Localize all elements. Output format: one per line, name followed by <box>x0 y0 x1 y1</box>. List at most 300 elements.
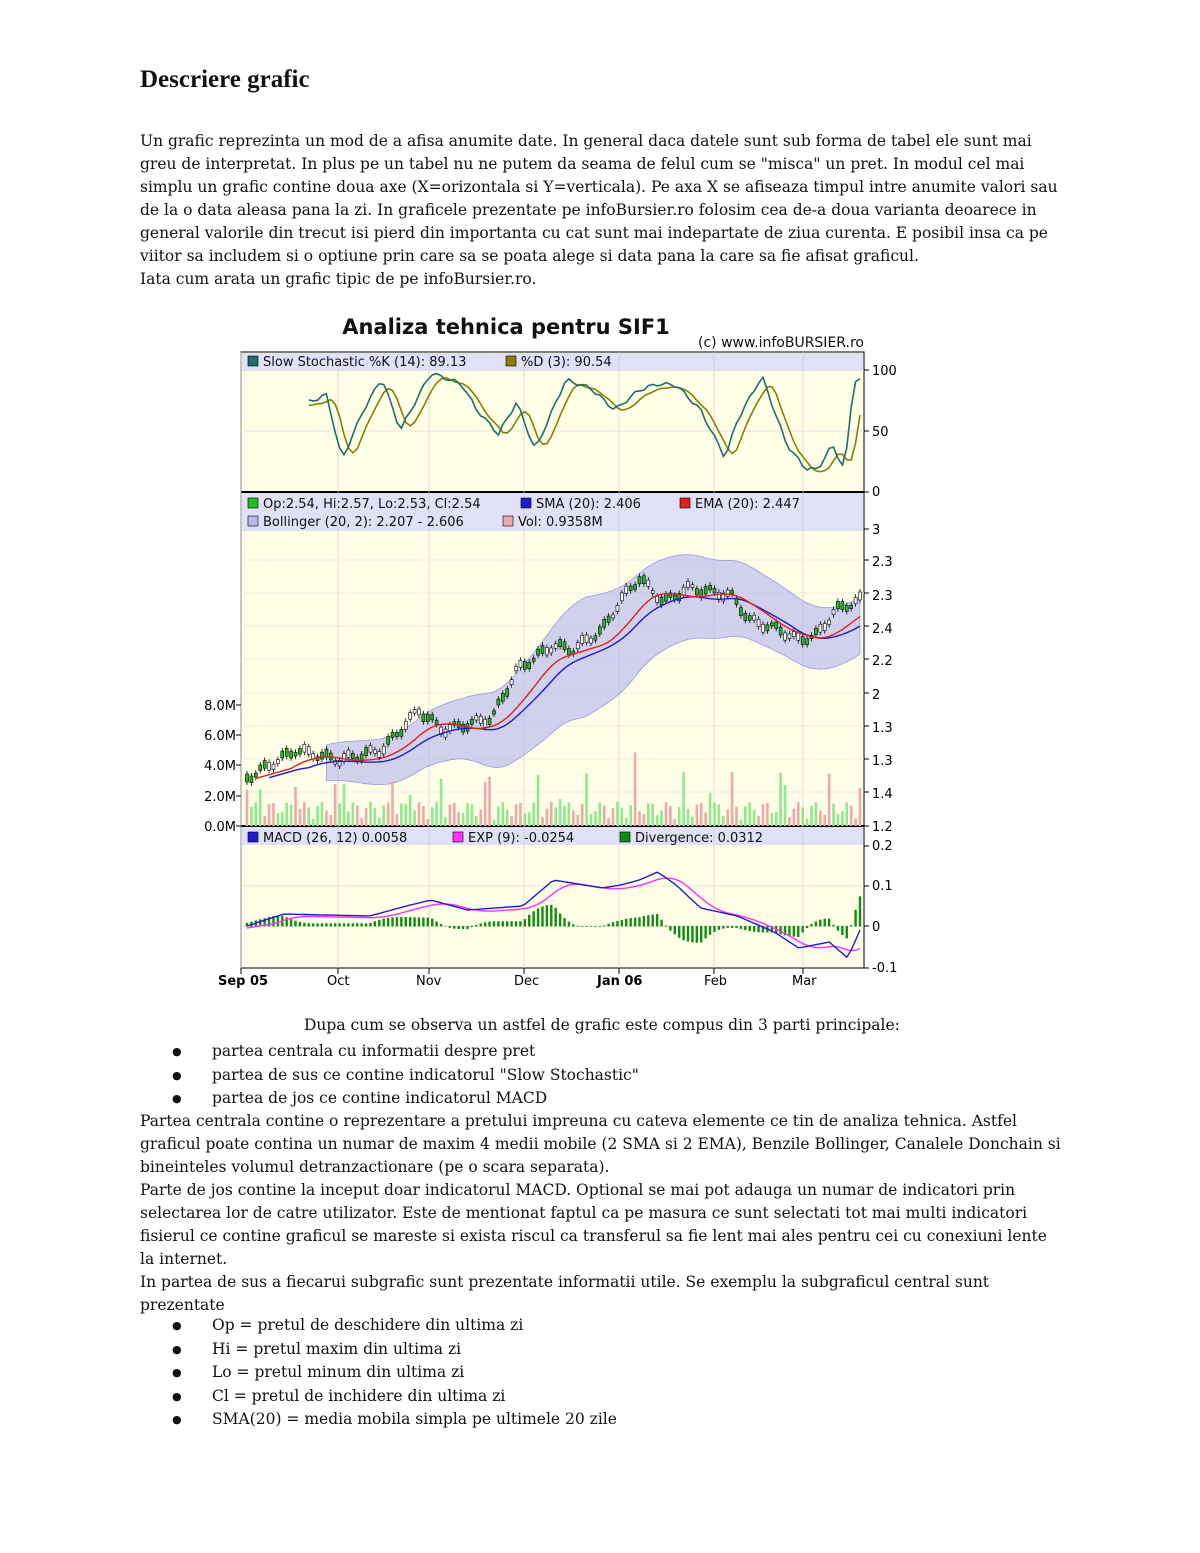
candle-body <box>603 619 606 627</box>
divergence-bar <box>643 916 645 926</box>
divergence-bar <box>749 926 751 931</box>
divergence-bar <box>365 923 367 926</box>
volume-bar <box>788 817 791 826</box>
volume-bar <box>634 752 637 826</box>
candle-body <box>779 627 782 635</box>
candle-body <box>537 649 540 655</box>
divergence-bar <box>691 926 693 942</box>
chart-parts-list <box>172 1040 639 1111</box>
divergence-bar <box>400 917 402 926</box>
volume-bar <box>316 806 319 826</box>
volume-bar <box>281 812 284 826</box>
divergence-bar <box>303 923 305 927</box>
volume-bar <box>832 803 835 826</box>
divergence-bar <box>726 926 728 928</box>
x-label: Mar <box>792 974 817 989</box>
divergence-bar <box>634 918 636 927</box>
volume-tick: 8.0M <box>204 699 236 714</box>
volume-bar <box>277 813 280 826</box>
volume-bar <box>718 804 721 826</box>
divergence-bar <box>621 920 623 927</box>
divergence-bar <box>440 924 442 927</box>
exp-swatch <box>453 832 463 842</box>
candle-body <box>294 752 297 756</box>
divergence-bar <box>374 921 376 926</box>
macd-panel <box>241 826 864 968</box>
volume-bar <box>475 816 478 826</box>
volume-bar <box>329 815 332 826</box>
candle-body <box>695 589 698 595</box>
divergence-bar <box>431 919 433 927</box>
divergence-bar <box>815 921 817 926</box>
volume-bar <box>365 808 368 826</box>
divergence-bar <box>713 926 715 932</box>
divergence-bar <box>652 915 654 927</box>
candle-body <box>660 597 663 605</box>
definitions-list <box>172 1314 617 1432</box>
volume-bar <box>673 819 676 826</box>
volume-bar <box>704 812 707 826</box>
candle-body <box>263 761 266 769</box>
divergence-bar <box>797 926 799 937</box>
divergence-bar <box>788 926 790 936</box>
divergence-bar <box>453 926 455 929</box>
volume-bar <box>457 812 460 826</box>
volume-bar <box>837 814 840 826</box>
candle-body <box>563 642 566 650</box>
volume-bar <box>387 802 390 826</box>
divergence-bar <box>290 919 292 926</box>
divergence-bar <box>660 920 662 927</box>
divergence-bar <box>625 919 627 927</box>
volume-bar <box>369 802 372 826</box>
candle-body <box>554 644 557 649</box>
candle-body <box>629 586 632 591</box>
candle-body <box>757 619 760 626</box>
candle-body <box>470 719 473 724</box>
volume-bar <box>497 807 500 826</box>
volume-bar <box>263 816 266 826</box>
volume-bar <box>806 819 809 826</box>
volume-bar <box>810 806 813 826</box>
volume-bar <box>294 787 297 826</box>
volume-bar <box>255 802 258 826</box>
volume-bar <box>356 805 359 826</box>
divergence-bar <box>687 926 689 941</box>
volume-bar <box>647 803 650 826</box>
divergence-bar <box>607 924 609 927</box>
volume-bar <box>722 816 725 826</box>
candle-body <box>814 628 817 634</box>
divergence-bar <box>585 926 587 927</box>
candle-body <box>475 716 478 720</box>
candle-body <box>581 635 584 643</box>
divergence-bar <box>524 919 526 926</box>
chart-title: Analiza tehnica pentru SIF1 <box>342 315 670 339</box>
macd-tick: 0.1 <box>872 879 893 894</box>
price-tick: 1.3 <box>872 754 893 769</box>
price-tick: 2.4 <box>872 622 893 637</box>
candle-body <box>519 660 522 667</box>
candle-body <box>770 623 773 626</box>
candle-body <box>395 732 398 736</box>
volume-bar <box>312 819 315 826</box>
candle-body <box>382 746 385 754</box>
divergence-bar <box>678 926 680 938</box>
divergence-bar <box>352 923 354 926</box>
divergence-bar <box>506 921 508 926</box>
divergence-bar <box>488 922 490 927</box>
volume-bar <box>325 810 328 826</box>
divergence-bar <box>850 925 852 926</box>
divergence-bar <box>599 926 601 927</box>
volume-bar <box>493 820 496 826</box>
volume-bar <box>854 818 857 826</box>
volume-bar <box>678 807 681 826</box>
candle-body <box>290 751 293 758</box>
divergence-bar <box>806 926 808 928</box>
volume-bar <box>537 775 540 826</box>
divergence-bar <box>740 926 742 929</box>
volume-bar <box>779 773 782 826</box>
list-item: ● Op = pretul de deschidere din ultima zi <box>172 1314 617 1338</box>
volume-bar <box>440 779 443 826</box>
divergence-bar <box>519 921 521 926</box>
candle-body <box>625 586 628 593</box>
volume-bar <box>616 802 619 826</box>
divergence-bar <box>753 926 755 932</box>
exp-legend: EXP (9): -0.0254 <box>468 831 575 846</box>
volume-bar <box>303 802 306 826</box>
x-label: Nov <box>416 974 442 989</box>
chart-svg <box>196 310 908 996</box>
volume-bar <box>669 806 672 826</box>
macd-tick: 0 <box>872 920 881 935</box>
divergence-bar <box>731 926 733 928</box>
divergence-bar <box>321 923 323 926</box>
volume-bar <box>735 807 738 826</box>
volume-bar <box>621 808 624 826</box>
volume-bar <box>744 806 747 826</box>
divergence-bar <box>396 917 398 926</box>
candle-body <box>479 716 482 723</box>
divergence-bar <box>704 926 706 938</box>
macd-tick: 0.2 <box>872 839 893 854</box>
volume-bar <box>607 818 610 826</box>
divergence-bar <box>810 924 812 926</box>
candle-body <box>620 593 623 601</box>
volume-tick: 6.0M <box>204 729 236 744</box>
volume-bar <box>378 818 381 826</box>
candle-body <box>541 646 544 654</box>
candle-body <box>413 710 416 714</box>
candle-body <box>726 590 729 596</box>
divergence-bar <box>480 923 482 926</box>
price-tick: 2 <box>872 688 881 703</box>
divergence-bar <box>793 926 795 937</box>
divergence-bar <box>347 923 349 926</box>
volume-bar <box>665 802 668 826</box>
candle-body <box>806 639 809 645</box>
candle-body <box>647 580 650 586</box>
list-item: ● Cl = pretul de inchidere din ultima zi <box>172 1385 617 1409</box>
divergence-bar <box>391 917 393 926</box>
candle-body <box>753 615 756 620</box>
volume-bar <box>413 810 416 826</box>
stoch-d-legend: %D (3): 90.54 <box>521 355 612 370</box>
divergence-bar <box>422 918 424 927</box>
divergence-bar <box>325 923 327 926</box>
divergence-bar <box>405 917 407 926</box>
stoch-tick: 100 <box>872 364 897 379</box>
volume-bar <box>572 811 575 826</box>
candle-body <box>435 720 438 724</box>
volume-bar <box>585 773 588 826</box>
volume-bar <box>766 803 769 826</box>
candle-body <box>528 662 531 668</box>
divergence-bar <box>299 922 301 927</box>
candle-body <box>506 689 509 696</box>
x-label: Sep 05 <box>218 974 269 989</box>
volume-bar <box>559 799 562 826</box>
list-item: ● partea de jos ce contine indicatorul MACD <box>172 1087 639 1111</box>
candle-body <box>832 610 835 615</box>
explanation-block <box>140 1110 1065 1317</box>
ema-legend: EMA (20): 2.447 <box>695 497 800 512</box>
volume-bar <box>793 809 796 826</box>
candle-body <box>351 753 354 758</box>
divergence-bar <box>435 922 437 927</box>
divergence-bar <box>563 918 565 926</box>
candle-body <box>343 754 346 762</box>
candle-body <box>510 680 513 685</box>
divergence-bar <box>546 905 548 926</box>
candle-body <box>850 605 853 608</box>
divergence-bar <box>427 918 429 927</box>
ohlc-legend: Op:2.54, Hi:2.57, Lo:2.53, Cl:2.54 <box>263 497 481 512</box>
volume-bar <box>546 809 549 826</box>
volume-tick: 4.0M <box>204 759 236 774</box>
divergence-bar <box>541 906 543 926</box>
candle-body <box>545 647 548 654</box>
price-tick: 1.3 <box>872 721 893 736</box>
candle-body <box>307 747 310 755</box>
candle-body <box>497 699 500 705</box>
volume-bar <box>506 810 509 826</box>
volume-bar <box>484 782 487 826</box>
stoch-panel <box>241 352 864 492</box>
volume-bar <box>775 812 778 826</box>
volume-bar <box>524 813 527 826</box>
volume-swatch <box>503 516 513 526</box>
volume-bar <box>770 813 773 826</box>
divergence-bar <box>832 925 834 927</box>
x-label: Dec <box>514 974 540 989</box>
candle-body <box>404 721 407 729</box>
ohlc-swatch <box>248 498 258 508</box>
candle-body <box>607 616 610 622</box>
volume-bar <box>651 804 654 826</box>
candle-body <box>501 693 504 701</box>
volume-bar <box>740 820 743 826</box>
chart-copyright: (c) www.infoBURSIER.ro <box>698 335 864 351</box>
volume-bar <box>427 819 430 826</box>
divergence-bar <box>515 921 517 926</box>
candle-body <box>836 601 839 609</box>
divergence-bar <box>572 924 574 926</box>
volume-bar <box>519 803 522 826</box>
divergence-bar <box>497 921 499 926</box>
divergence-bar <box>550 905 552 927</box>
divergence-bar <box>343 923 345 926</box>
candle-body <box>801 637 804 645</box>
volume-bar <box>696 805 699 826</box>
candle-body <box>616 605 619 611</box>
candle-body <box>854 597 857 604</box>
candle-body <box>761 624 764 632</box>
price-tick: 1.4 <box>872 787 893 802</box>
price-tick: 1.2 <box>872 820 893 835</box>
sma-legend: SMA (20): 2.406 <box>536 497 641 512</box>
candle-body <box>656 596 659 602</box>
candle-body <box>484 719 487 727</box>
intro-paragraph: Un grafic reprezinta un mod de a afisa anumite date. In general daca datele sunt sub forma de tabel ele sunt mai greu de interpretat. In plus pe un tabel nu ne putem da seama de felul cum se "misca" un pret. In modul cel mai simplu un grafic contine doua axe (X=orizontala si Y=verticala). Pe axa X se afiseaza timpul intre anumite valori sau de la o data aleasa pana la zi. In graficele prezentate pe infoBursier.ro folosim cea de-a doua varianta deoarece in general valorile din trecut isi pierd din importanta cu cat sunt mai indepartate de ziua curenta. E posibil insa ca pe viitor sa includem si o optiune prin care sa se poata alege si data pana la care sa fie afisat graficul. <box>140 132 1058 265</box>
divergence-bar <box>484 922 486 926</box>
divergence-bar <box>360 923 362 926</box>
divergence-bar <box>316 923 318 926</box>
candle-body <box>559 639 562 646</box>
divergence-bar <box>603 926 605 927</box>
volume-bar <box>360 818 363 826</box>
candle-body <box>488 718 491 724</box>
volume-bar <box>347 811 350 826</box>
volume-bar <box>638 811 641 826</box>
candle-body <box>823 623 826 630</box>
volume-bar <box>660 810 663 826</box>
macd-legend: MACD (26, 12) 0.0058 <box>263 831 408 846</box>
divergence-legend: Divergence: 0.0312 <box>635 831 764 846</box>
volume-bar <box>563 806 566 826</box>
divergence-bar <box>854 910 856 927</box>
volume-bar <box>479 810 482 826</box>
volume-bar <box>501 802 504 826</box>
volume-bar <box>823 815 826 826</box>
divergence-bar <box>334 923 336 926</box>
volume-bar <box>532 803 535 826</box>
stoch-d-swatch <box>506 356 516 366</box>
candle-body <box>426 714 429 722</box>
candle-body <box>642 576 645 584</box>
candle-body <box>589 638 592 643</box>
candle-body <box>387 737 390 745</box>
volume-bar <box>268 804 271 826</box>
volume-bar <box>753 810 756 826</box>
list-item: ● partea de sus ce contine indicatorul "Slow Stochastic" <box>172 1064 639 1088</box>
candle-body <box>585 635 588 642</box>
divergence-bar <box>559 914 561 927</box>
stoch-tick: 50 <box>872 425 889 440</box>
divergence-bar <box>824 919 826 927</box>
candle-body <box>298 749 301 755</box>
divergence-bar <box>709 926 711 935</box>
volume-bar <box>449 805 452 826</box>
divergence-bar <box>674 926 676 934</box>
volume-bar <box>338 803 341 826</box>
bollinger-legend: Bollinger (20, 2): 2.207 - 2.606 <box>263 515 464 530</box>
candle-body <box>422 714 425 722</box>
volume-bar <box>471 804 474 826</box>
candle-body <box>845 606 848 612</box>
volume-bar <box>396 814 399 826</box>
divergence-bar <box>409 917 411 926</box>
volume-bar <box>682 772 685 826</box>
volume-bar <box>409 795 412 826</box>
page-heading: Descriere grafic <box>140 66 310 93</box>
candle-body <box>612 615 615 618</box>
candle-body <box>634 585 637 590</box>
divergence-bar <box>669 926 671 931</box>
ema-swatch <box>680 498 690 508</box>
divergence-bar <box>330 923 332 926</box>
volume-bar <box>700 803 703 826</box>
candle-body <box>819 624 822 632</box>
divergence-bar <box>493 921 495 926</box>
volume-bar <box>713 803 716 826</box>
divergence-bar <box>457 926 459 929</box>
list-item: ● partea centrala cu informatii despre pret <box>172 1040 639 1064</box>
divergence-bar <box>369 923 371 927</box>
volume-bar <box>259 790 262 826</box>
volume-bar <box>576 815 579 826</box>
volume-bar <box>528 812 531 826</box>
divergence-bar <box>590 926 592 927</box>
divergence-bar <box>700 926 702 942</box>
candle-body <box>797 633 800 640</box>
volume-bar <box>290 805 293 826</box>
candle-body <box>739 608 742 616</box>
volume-bar <box>762 804 765 826</box>
candle-body <box>594 636 597 641</box>
divergence-bar <box>718 926 720 930</box>
candle-body <box>250 776 253 783</box>
divergence-bar <box>387 918 389 927</box>
bottom-part-paragraph: Parte de jos contine la inceput doar indicatorul MACD. Optional se mai pot adauga un numar de indicatori prin selectarea lor de catre utilizator. Este de mentionat faptul ca pe masura ce sunt selectati tot mai multi indicatori fisierul ce contine graficul se mareste si exista riscul ca transferul sa fie lent mai ales pentru cei cu conexiuni lente la internet. <box>140 1181 1047 1268</box>
volume-bar <box>687 809 690 826</box>
divergence-bar <box>837 926 839 931</box>
candle-body <box>828 620 831 624</box>
divergence-bar <box>449 926 451 928</box>
volume-bar <box>299 809 302 826</box>
volume-bar <box>488 777 491 826</box>
divergence-bar <box>682 926 684 940</box>
candle-body <box>775 622 778 628</box>
macd-swatch <box>248 832 258 842</box>
volume-bar <box>422 806 425 826</box>
x-label: Jan 06 <box>597 974 643 989</box>
divergence-bar <box>665 926 667 927</box>
candle-body <box>431 715 434 720</box>
divergence-bar <box>568 922 570 927</box>
volume-bar <box>510 816 513 826</box>
volume-bar <box>581 804 584 826</box>
candle-body <box>373 750 376 754</box>
volume-bar <box>374 808 377 826</box>
volume-legend: Vol: 0.9358M <box>518 515 603 530</box>
volume-bar <box>404 804 407 826</box>
candle-body <box>347 750 350 758</box>
volume-bar <box>784 785 787 826</box>
divergence-bar <box>537 908 539 926</box>
